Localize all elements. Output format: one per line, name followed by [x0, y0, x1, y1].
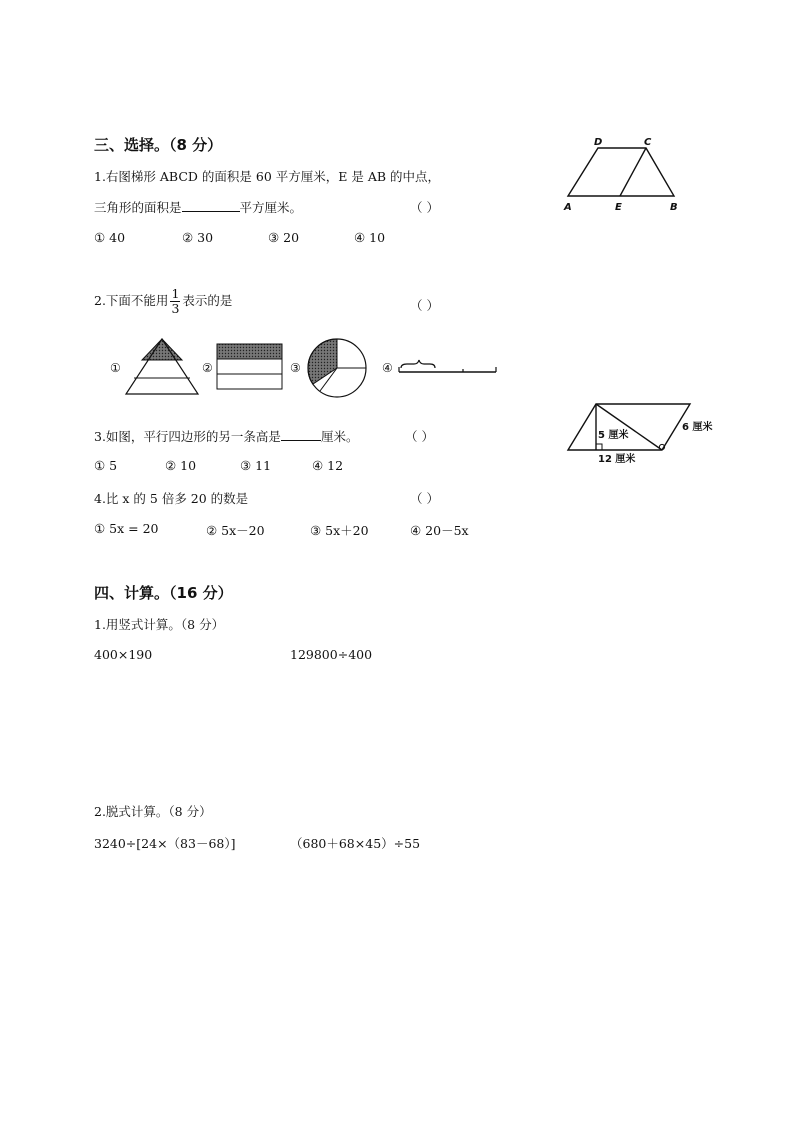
- label-a: A: [564, 202, 572, 213]
- q3-pre: 3.如图，平行四边形的另一条高是: [94, 429, 281, 444]
- q3-post: 厘米。: [320, 429, 359, 444]
- q2-post: 表示的是: [182, 293, 233, 308]
- q2-figure-3-marker: ③: [290, 361, 301, 375]
- q2-figure-1-marker: ①: [110, 361, 121, 375]
- right-angle-mark-base: [596, 444, 602, 450]
- rect-bottom: [217, 374, 282, 389]
- segment-brace: [401, 360, 435, 368]
- q1-line-1: 1.右图梯形 ABCD 的面积是 60 平方厘米，E 是 AB 的中点，: [94, 169, 441, 184]
- part-2-title: 2.脱式计算。（8 分）: [94, 804, 212, 819]
- trapezoid-abcd: [568, 148, 674, 196]
- label-d: D: [594, 137, 603, 148]
- fraction-one-third: [170, 285, 180, 316]
- q4-option-2[interactable]: ② 5x－20: [206, 523, 265, 538]
- label-side-6cm: 6 厘米: [682, 422, 713, 433]
- q4-answer-paren[interactable]: （ ）: [410, 491, 439, 506]
- q3-question: [94, 427, 358, 445]
- q4-option-3[interactable]: ③ 5x＋20: [310, 523, 369, 538]
- q3-answer-blank[interactable]: [281, 440, 321, 441]
- parallelogram-figure: [562, 398, 724, 468]
- q4-option-4[interactable]: ④ 20－5x: [410, 523, 469, 538]
- section-3-title: 三、选择。（8 分）: [94, 136, 223, 154]
- q4-option-1[interactable]: ① 5x = 20: [94, 521, 159, 536]
- label-e: E: [615, 202, 622, 213]
- q2-question: [94, 286, 232, 316]
- q3-answer-paren[interactable]: （ ）: [405, 429, 434, 444]
- vertical-calc-2: 129800÷400: [290, 647, 373, 662]
- q1-line-2-post: 平方厘米。: [239, 200, 303, 215]
- parallelogram-diagonal: [596, 404, 662, 450]
- q2-figure-4[interactable]: [382, 360, 496, 375]
- label-height-5cm: 5 厘米: [598, 430, 629, 441]
- q4-question: 4.比 x 的 5 倍多 20 的数是: [94, 491, 249, 506]
- q2-figure-2[interactable]: [202, 344, 282, 389]
- q2-figures: [104, 334, 500, 404]
- trapezoid-figure: [558, 134, 688, 216]
- step-calc-2: （680＋68×45）÷55: [290, 836, 421, 851]
- label-c: C: [644, 137, 652, 148]
- segment-ec: [620, 148, 646, 196]
- q2-figure-4-marker: ④: [382, 361, 393, 375]
- q2-figure-3[interactable]: [290, 339, 366, 397]
- rect-middle: [217, 359, 282, 374]
- q1-option-1[interactable]: ① 40: [94, 230, 126, 245]
- q3-option-2[interactable]: ② 10: [165, 458, 197, 473]
- fraction-denominator: 3: [171, 301, 180, 316]
- q1-option-4[interactable]: ④ 10: [354, 230, 386, 245]
- q2-pre: 2.下面不能用: [94, 293, 169, 308]
- q1-line-2: [94, 198, 302, 216]
- section-4-title: 四、计算。（16 分）: [94, 584, 233, 602]
- q1-answer-blank[interactable]: [182, 211, 240, 212]
- label-base-12cm: 12 厘米: [598, 454, 636, 465]
- q2-figure-1[interactable]: [110, 339, 198, 394]
- q2-answer-paren[interactable]: （ ）: [410, 298, 439, 313]
- circle-shaded-sector: [308, 339, 337, 384]
- rect-top-shaded: [217, 344, 282, 359]
- q1-option-2[interactable]: ② 30: [182, 230, 214, 245]
- label-b: B: [670, 202, 678, 213]
- q2-figure-2-marker: ②: [202, 361, 213, 375]
- q1-option-3[interactable]: ③ 20: [268, 230, 300, 245]
- q1-answer-paren[interactable]: （ ）: [410, 200, 439, 215]
- step-calc-1: 3240÷[24×（83－68）]: [94, 836, 236, 851]
- part-1-title: 1.用竖式计算。（8 分）: [94, 617, 225, 632]
- vertical-calc-1: 400×190: [94, 647, 153, 662]
- q3-option-1[interactable]: ① 5: [94, 458, 118, 473]
- triangle-top-shaded: [142, 339, 182, 360]
- q1-line-2-pre: 三角形的面积是: [94, 200, 182, 215]
- q3-option-3[interactable]: ③ 11: [240, 458, 272, 473]
- fraction-numerator: 1: [171, 285, 180, 301]
- q3-option-4[interactable]: ④ 12: [312, 458, 344, 473]
